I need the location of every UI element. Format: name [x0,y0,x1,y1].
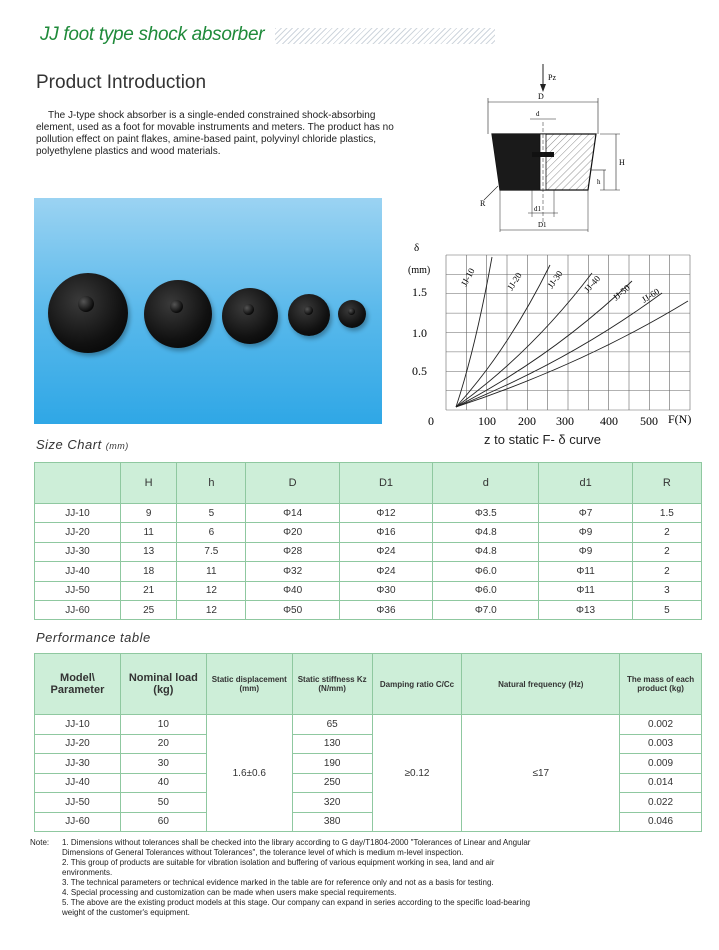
size-cell: Φ11 [539,581,632,600]
size-header-D: D [246,463,339,504]
diagram-label-H: H [619,158,625,167]
curve-y-tick-0-5: 0.5 [412,364,427,378]
curve-label-jj50: JJ-50 [610,282,632,303]
curve-y-tick-0: 0 [428,414,434,428]
notes-label: Note: [30,838,50,847]
size-cell: 7.5 [177,542,246,561]
size-cell-model: JJ-10 [35,504,121,523]
note-item: 4. Special processing and customization can be made when users make special requirements. [62,888,397,897]
curve-series-line [456,265,550,407]
size-cell: 2 [632,542,701,561]
size-cell: Φ20 [246,523,339,542]
size-cell: Φ9 [539,523,632,542]
size-row [35,504,702,523]
size-cell: 21 [121,581,177,600]
absorber-large [48,273,128,353]
size-cell-model: JJ-50 [35,581,121,600]
absorber-medium [222,288,278,344]
perf-header-displacement: Static displacement (mm) [206,654,292,715]
diagram-label-d1: d1 [534,205,541,213]
size-cell: Φ36 [339,600,432,619]
size-cell: Φ13 [539,600,632,619]
perf-cell-model: JJ-20 [35,734,121,754]
size-cell: Φ3.5 [433,504,539,523]
perf-cell-load: 50 [120,793,206,813]
performance-header-row [35,654,702,715]
curve-label-jj10: JJ-10 [458,266,477,288]
perf-cell-load: 30 [120,754,206,774]
size-cell: Φ9 [539,542,632,561]
curve-label-jj60: JJ-60 [639,286,662,305]
size-cell: Φ6.0 [433,581,539,600]
size-cell: 18 [121,562,177,581]
perf-cell-stiffness: 65 [292,715,372,735]
size-chart-table [34,462,702,620]
size-cell: Φ16 [339,523,432,542]
static-curve-chart [400,235,710,435]
size-row [35,600,702,619]
perf-cell-stiffness: 130 [292,734,372,754]
size-row [35,581,702,600]
curve-lines [456,257,688,407]
size-cell: 2 [632,562,701,581]
size-cell: Φ4.8 [433,542,539,561]
diagram-label-pz: Pz [548,73,556,82]
perf-cell-stiffness: 250 [292,773,372,793]
perf-header-stiffness: Static stiffness Kz (N/mm) [292,654,372,715]
size-chart-title: Size Chart [36,437,102,452]
curve-x-tick-100: 100 [478,414,496,428]
size-header-R: R [632,463,701,504]
curve-series-line [456,301,688,407]
perf-header-load: Nominal load (kg) [120,654,206,715]
note-item: 5. The above are the existing product models at this stage. Our company can expand in series according to the specific load-bearing weight of the customer's equipment. [62,898,531,917]
curve-y-tick-1-0: 1.0 [412,326,427,340]
size-row [35,542,702,561]
title-decoration-stripes [275,28,495,44]
size-cell-model: JJ-20 [35,523,121,542]
curve-y-axis-unit: (mm) [408,265,431,276]
note-item: 1. Dimensions without tolerances shall be checked into the library according to G day/T1804-2000 "Tolerances of Linear and Angular Dimensions of General Tolerances without Tolerances", the tolerance level of which is medium m-level inspection. [62,838,531,857]
size-cell: 6 [177,523,246,542]
size-cell: Φ7.0 [433,600,539,619]
size-header-H: H [121,463,177,504]
dimension-diagram [470,62,640,237]
product-photo [34,198,382,424]
intro-paragraph: The J-type shock absorber is a single-ended constrained shock-absorbing element, used as a foot for movable instruments and meters. The product has no pollution effect on paint flakes, amine-based paint, polyvinyl chloride plastics, polyethylene plastics and wood materials. [36,110,394,157]
curve-y-axis-label: δ [414,242,420,254]
size-cell: 12 [177,581,246,600]
perf-cell-mass: 0.022 [620,793,702,813]
curve-x-axis-label: F(N) [668,412,692,426]
perf-cell-frequency: ≤17 [462,715,620,832]
perf-cell-model: JJ-30 [35,754,121,774]
perf-cell-damping: ≥0.12 [372,715,462,832]
size-chart-header-row [35,463,702,504]
size-cell: 2 [632,523,701,542]
size-cell: 12 [177,600,246,619]
curve-x-tick-500: 500 [640,414,658,428]
size-header-d1: d1 [539,463,632,504]
size-header-D1: D1 [339,463,432,504]
perf-cell-stiffness: 320 [292,793,372,813]
size-cell: Φ24 [339,542,432,561]
note-item: 2. This group of products are suitable for vibration isolation and buffering of various equipment working in sea, land and air environments. [62,858,495,877]
curve-x-tick-300: 300 [556,414,574,428]
size-cell: Φ32 [246,562,339,581]
diagram-label-R: R [480,199,486,208]
size-cell: 5 [632,600,701,619]
curve-label-jj20: JJ-20 [505,270,524,293]
size-cell-model: JJ-40 [35,562,121,581]
performance-heading: Performance table [36,630,151,645]
perf-cell-mass: 0.002 [620,715,702,735]
size-cell: Φ7 [539,504,632,523]
curve-x-tick-200: 200 [518,414,536,428]
size-cell: Φ40 [246,581,339,600]
size-cell: 11 [121,523,177,542]
notes-list [62,838,542,918]
perf-header-model: Model\ Parameter [35,654,121,715]
size-row [35,562,702,581]
perf-cell-mass: 0.003 [620,734,702,754]
size-cell: Φ14 [246,504,339,523]
size-cell: Φ4.8 [433,523,539,542]
curve-y-tick-1-5: 1.5 [412,285,427,299]
size-cell: Φ24 [339,562,432,581]
curve-series-line [456,273,592,407]
size-header-model [35,463,121,504]
perf-cell-load: 60 [120,812,206,832]
absorber-medium-large [144,280,212,348]
perf-cell-load: 40 [120,773,206,793]
perf-cell-load: 10 [120,715,206,735]
size-header-d: d [433,463,539,504]
diagram-label-D: D [538,92,544,101]
perf-cell-model: JJ-60 [35,812,121,832]
perf-cell-stiffness: 190 [292,754,372,774]
perf-cell-displacement: 1.6±0.6 [206,715,292,832]
size-cell: 5 [177,504,246,523]
performance-table [34,653,702,832]
perf-header-damping: Damping ratio C/Cc [372,654,462,715]
curve-label-jj40: JJ-40 [582,273,603,295]
perf-cell-load: 20 [120,734,206,754]
size-cell: Φ12 [339,504,432,523]
size-row [35,523,702,542]
size-chart-heading [36,437,129,452]
size-cell: Φ28 [246,542,339,561]
perf-cell-mass: 0.046 [620,812,702,832]
size-cell: Φ6.0 [433,562,539,581]
size-cell: Φ50 [246,600,339,619]
perf-header-mass: The mass of each product (kg) [620,654,702,715]
perf-cell-model: JJ-10 [35,715,121,735]
size-cell-model: JJ-30 [35,542,121,561]
size-cell: 3 [632,581,701,600]
perf-cell-stiffness: 380 [292,812,372,832]
size-cell: 25 [121,600,177,619]
section-heading-product-introduction: Product Introduction [36,72,207,93]
size-cell: 11 [177,562,246,581]
curve-series-line [456,281,632,407]
perf-cell-mass: 0.014 [620,773,702,793]
absorber-smallest [338,300,366,328]
curve-x-tick-400: 400 [600,414,618,428]
perf-cell-mass: 0.009 [620,754,702,774]
page-title: JJ foot type shock absorber [40,24,265,45]
size-cell: 13 [121,542,177,561]
curve-caption: z to static F- δ curve [484,432,602,447]
diagram-label-D1: D1 [538,221,547,229]
size-cell: 9 [121,504,177,523]
size-cell: 1.5 [632,504,701,523]
size-cell: Φ11 [539,562,632,581]
note-item: 3. The technical parameters or technical evidence marked in the table are for reference only and not as a basis for testing. [62,878,494,887]
size-chart-unit: (mm) [105,441,129,451]
size-cell-model: JJ-60 [35,600,121,619]
size-cell: Φ30 [339,581,432,600]
perf-cell-model: JJ-50 [35,793,121,813]
diagram-label-h: h [597,178,601,186]
perf-cell-model: JJ-40 [35,773,121,793]
diagram-label-d: d [536,110,540,118]
performance-row [35,715,702,735]
curve-label-jj30: JJ-30 [545,268,565,291]
perf-header-frequency: Natural frequency (Hz) [462,654,620,715]
absorber-small [288,294,330,336]
size-header-h: h [177,463,246,504]
